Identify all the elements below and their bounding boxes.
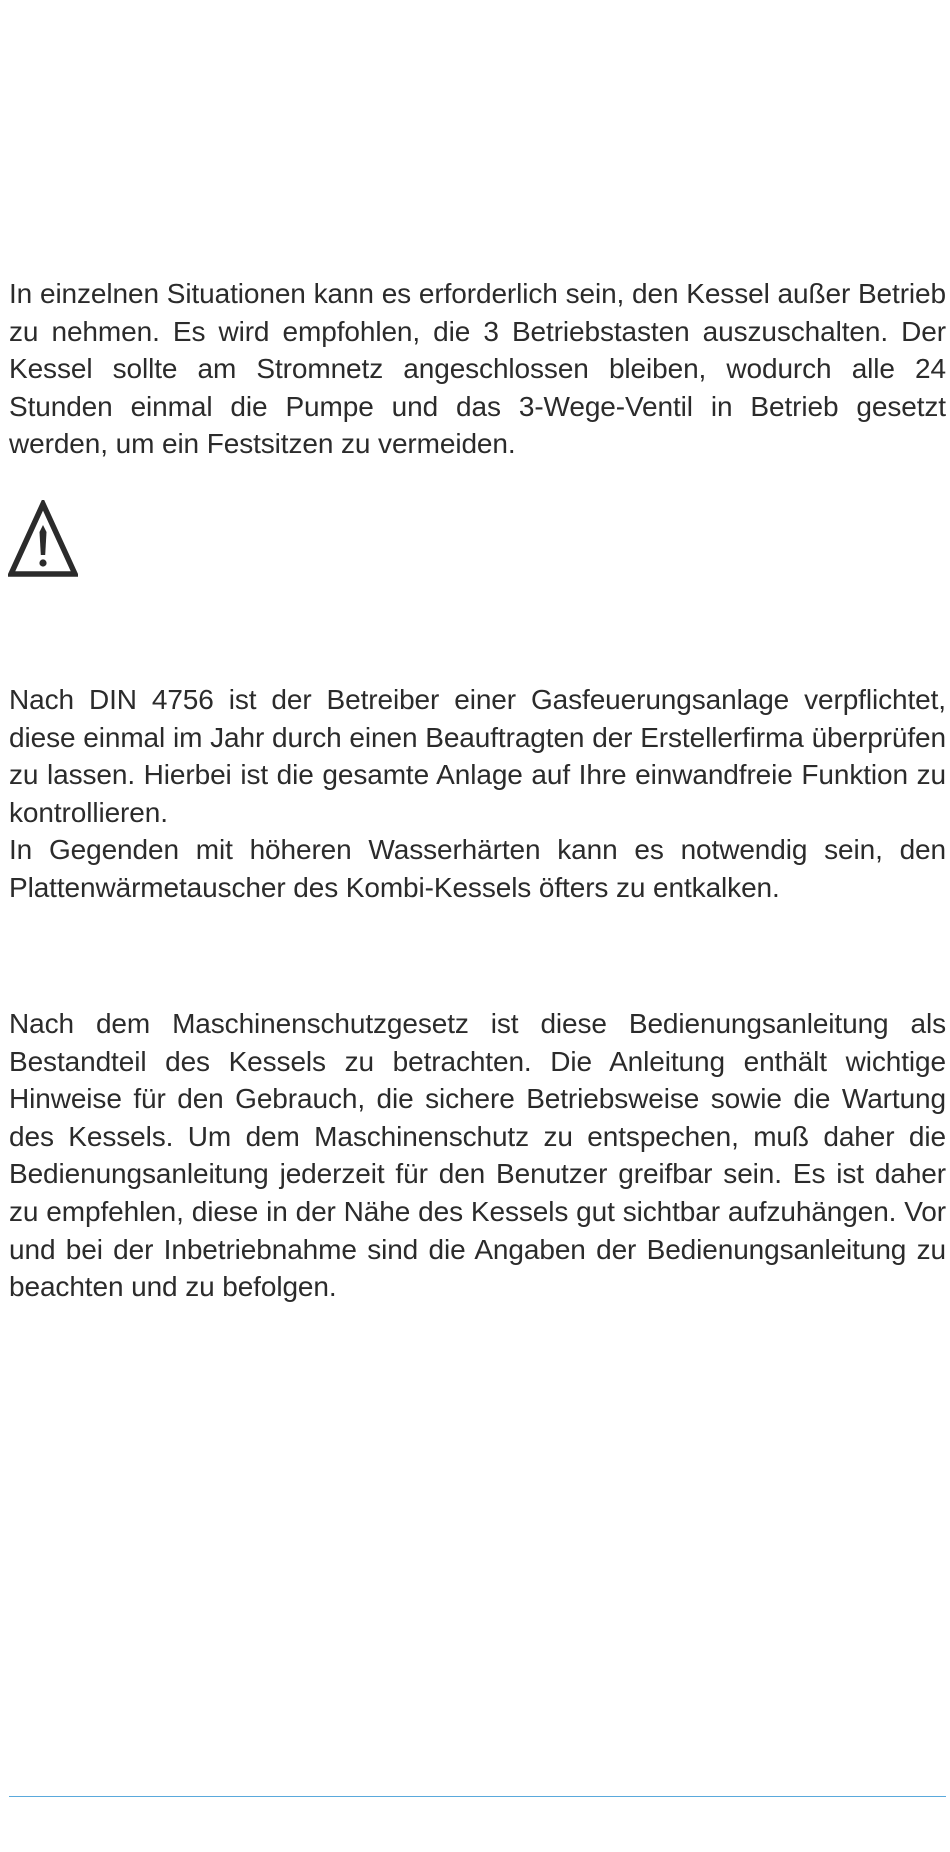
paragraph-shutdown-notice: In einzelnen Situationen kann es erforderlich sein, den Kessel außer Betrieb zu nehmen. Es wird empfohlen, die 3 Betriebstasten auszuschalten. Der Kessel sollte am Stromnetz angeschlossen bleiben, wodurch alle 24 Stunden einmal die Pumpe und das 3-Wege-Ventil in Betrieb gesetzt werden, um ein Festsitzen zu vermeiden.: [9, 278, 946, 460]
paragraph-machine-protection: Nach dem Maschinenschutzgesetz ist diese Bedienungsanleitung als Bestandteil des Kessels zu betrachten. Die Anleitung enthält wichtige Hinweise für den Gebrauch, die sichere Betriebsweise sowie die Wartung des Kessels. Um dem Maschinenschutz zu entspechen, muß daher die Bedienungsanleitung jederzeit für den Benutzer greifbar sein. Es ist daher zu empfehlen, diese in der Nähe des Kessels gut sichtbar aufzuhängen. Vor und bei der Inbetriebnahme sind die Angaben der Bedienungsanleitung zu beachten und zu befolgen.: [9, 1008, 946, 1303]
paragraph-din-inspection: Nach DIN 4756 ist der Betreiber einer Gasfeuerungsanlage verpflichtet, diese einmal im Jahr durch einen Beauftragten der Erstellerfirma überprüfen zu lassen. Hierbei ist die gesamte Anlage auf Ihre einwandfreie Funktion zu kontrollieren.: [9, 684, 946, 828]
footer-divider: [9, 1796, 946, 1797]
warning-triangle-icon: [8, 500, 78, 578]
paragraph-descaling: In Gegenden mit höheren Wasserhärten kann es notwendig sein, den Plattenwärmetauscher des Kombi-Kessels öfters zu entkalken.: [9, 834, 946, 903]
